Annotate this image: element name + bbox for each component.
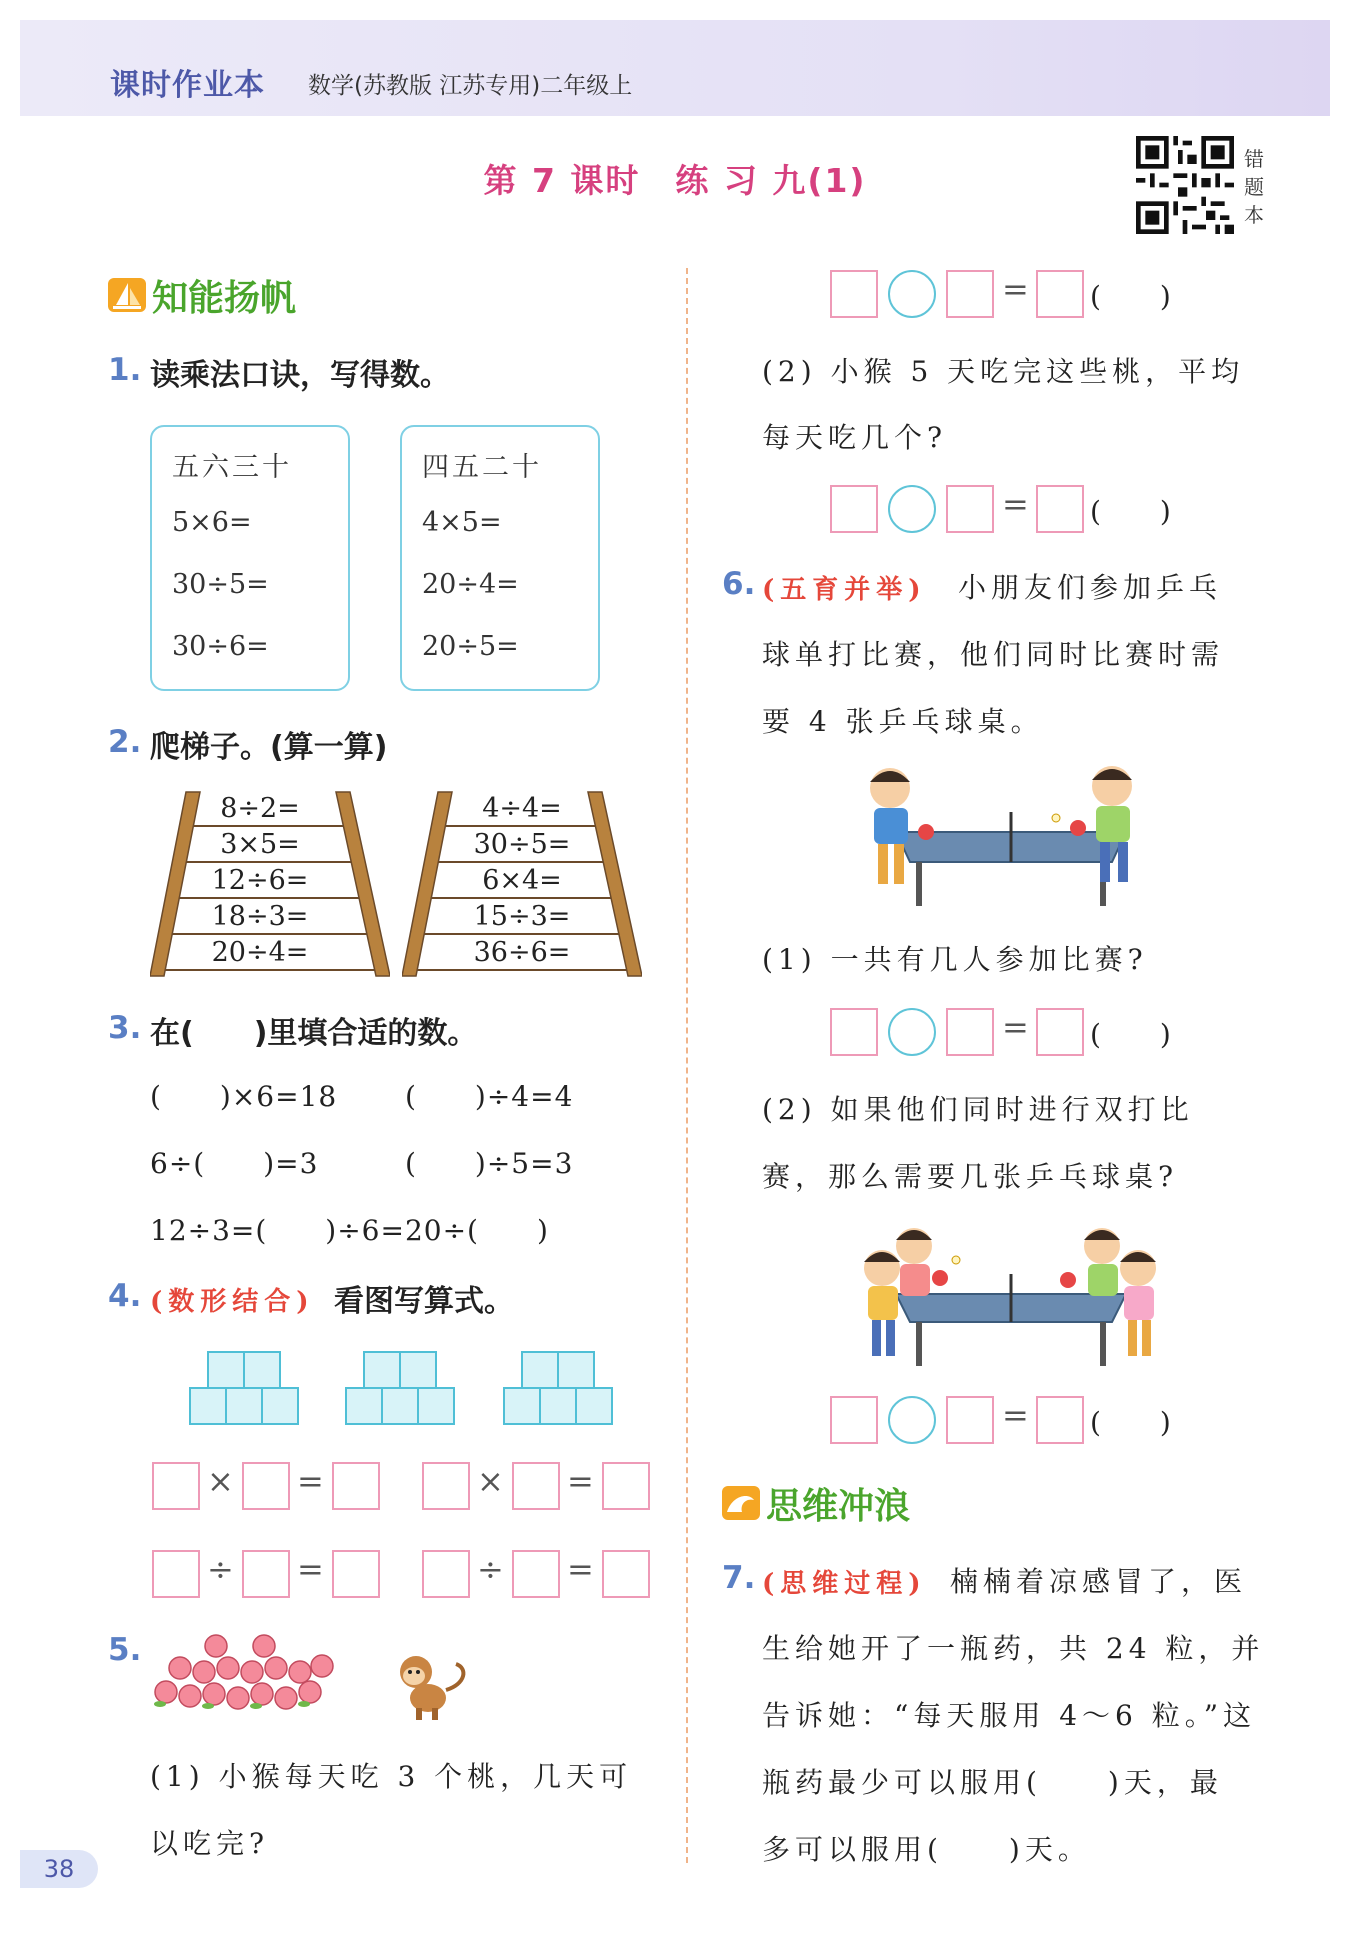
- equals-sign: =: [567, 1462, 594, 1500]
- answer-box[interactable]: [512, 1462, 560, 1510]
- table-tennis-doubles-illustration: [856, 1222, 1172, 1372]
- answer-box[interactable]: [946, 1396, 994, 1444]
- unit-blank[interactable]: ( ): [1090, 1018, 1172, 1051]
- equals-sign: =: [1002, 1396, 1029, 1434]
- answer-box[interactable]: [830, 1396, 878, 1444]
- q1-number: 1.: [108, 352, 142, 388]
- card-line[interactable]: 30÷5=: [172, 569, 269, 600]
- q3-prompt: 在( )里填合适的数。: [150, 1016, 478, 1051]
- operator-circle[interactable]: [888, 1396, 936, 1444]
- ladder-1-step[interactable]: 20÷4=: [211, 937, 309, 968]
- times-sign: ×: [477, 1462, 504, 1500]
- q5-part2-line1: (2) 小猴 5 天吃完这些桃，平均: [762, 355, 1245, 388]
- operator-circle[interactable]: [888, 485, 936, 533]
- equals-sign: =: [1002, 485, 1029, 523]
- answer-box[interactable]: [830, 270, 878, 318]
- ladder-2-step[interactable]: 6×4=: [482, 865, 562, 896]
- answer-box[interactable]: [152, 1550, 200, 1598]
- answer-box[interactable]: [512, 1550, 560, 1598]
- q3-blank[interactable]: ( )÷5=3: [405, 1147, 574, 1180]
- answer-box[interactable]: [946, 1008, 994, 1056]
- q7-line5[interactable]: 多可以服用( )天。: [762, 1833, 1091, 1866]
- operator-circle[interactable]: [888, 1008, 936, 1056]
- ladder-1-step[interactable]: 3×5=: [220, 829, 300, 860]
- q4-prompt: 看图写算式。: [334, 1284, 514, 1319]
- q3-blank[interactable]: 6÷( )=3: [150, 1147, 319, 1180]
- q4-number: 4.: [108, 1278, 142, 1314]
- section-icon-wave: [722, 1486, 760, 1524]
- cube-stack-3: [502, 1348, 618, 1428]
- answer-box[interactable]: [422, 1550, 470, 1598]
- q6-tag: (五育并举): [762, 575, 927, 605]
- ladder-2-step[interactable]: 30÷5=: [473, 829, 571, 860]
- q6-text-line3: 要 4 张乒乓球桌。: [762, 705, 1044, 738]
- answer-box[interactable]: [946, 270, 994, 318]
- monkey-illustration: [390, 1650, 470, 1722]
- unit-blank[interactable]: ( ): [1090, 1406, 1172, 1439]
- q7-line1: 楠楠着凉感冒了，医: [950, 1565, 1248, 1598]
- q6-text-line1: 小朋友们参加乒乓: [958, 571, 1223, 604]
- ladder-2-step[interactable]: 15÷3=: [473, 901, 571, 932]
- multiplication-card-1: [150, 425, 350, 691]
- q3-blank[interactable]: ( )÷4=4: [405, 1080, 574, 1113]
- section-title-2: 思维冲浪: [766, 1486, 911, 1527]
- unit-blank[interactable]: ( ): [1090, 280, 1172, 313]
- q6-number: 6.: [722, 566, 756, 602]
- answer-box[interactable]: [242, 1462, 290, 1510]
- answer-box[interactable]: [1036, 270, 1084, 318]
- answer-box[interactable]: [1036, 1396, 1084, 1444]
- wrong-question-book-label: 错题本: [1244, 147, 1264, 227]
- q5-number: 5.: [108, 1632, 142, 1668]
- card-line[interactable]: 20÷4=: [422, 569, 519, 600]
- equals-sign: =: [297, 1462, 324, 1500]
- ladder-1-step[interactable]: 8÷2=: [220, 793, 300, 824]
- section-title-1: 知能扬帆: [152, 278, 297, 319]
- card-line[interactable]: 4×5=: [422, 507, 502, 538]
- answer-box[interactable]: [830, 1008, 878, 1056]
- column-divider: [686, 268, 688, 1863]
- ladder-2-step[interactable]: 4÷4=: [482, 793, 562, 824]
- unit-blank[interactable]: ( ): [1090, 495, 1172, 528]
- equals-sign: =: [1002, 1008, 1029, 1046]
- equals-sign: =: [1002, 270, 1029, 308]
- ladder-1-step[interactable]: 18÷3=: [211, 901, 309, 932]
- answer-box[interactable]: [152, 1462, 200, 1510]
- card-line[interactable]: 20÷5=: [422, 631, 519, 662]
- answer-box[interactable]: [602, 1462, 650, 1510]
- answer-box[interactable]: [332, 1550, 380, 1598]
- q6-part1: (1) 一共有几人参加比赛?: [762, 943, 1148, 976]
- q7-tag: (思维过程): [762, 1569, 927, 1599]
- answer-box[interactable]: [242, 1550, 290, 1598]
- times-sign: ×: [207, 1462, 234, 1500]
- divide-sign: ÷: [477, 1550, 504, 1588]
- answer-box[interactable]: [332, 1462, 380, 1510]
- q7-line2: 生给她开了一瓶药，共 24 粒，并: [762, 1632, 1265, 1665]
- brand-title: 课时作业本: [110, 68, 265, 103]
- q3-number: 3.: [108, 1010, 142, 1046]
- q5-part1-line2: 以吃完?: [150, 1827, 270, 1860]
- answer-box[interactable]: [1036, 485, 1084, 533]
- q5-part2-line2: 每天吃几个?: [762, 421, 948, 454]
- q7-line3: 告诉她：“每天服用 4～6 粒。”这: [762, 1699, 1257, 1732]
- answer-box[interactable]: [422, 1462, 470, 1510]
- q6-part2-line2: 赛，那么需要几张乒乓球桌?: [762, 1160, 1179, 1193]
- ladder-2-step[interactable]: 36÷6=: [473, 937, 571, 968]
- q4-tag: (数形结合): [150, 1287, 315, 1317]
- page-number: 38: [20, 1850, 98, 1888]
- q3-blank[interactable]: ( )×6=18: [150, 1080, 338, 1113]
- cube-stack-1: [188, 1348, 304, 1428]
- q3-blank[interactable]: 12÷3=( )÷6=20÷( ): [150, 1214, 549, 1247]
- answer-box[interactable]: [602, 1550, 650, 1598]
- ladder-1-step[interactable]: 12÷6=: [211, 865, 309, 896]
- answer-box[interactable]: [946, 485, 994, 533]
- q6-text-line2: 球单打比赛，他们同时比赛时需: [762, 638, 1225, 671]
- q2-number: 2.: [108, 724, 142, 760]
- q7-number: 7.: [722, 1560, 756, 1596]
- subject-label: 数学(苏教版 江苏专用)二年级上: [308, 73, 633, 99]
- lesson-title: 第 7 课时 练 习 九(1): [483, 161, 867, 200]
- cube-stack-2: [344, 1348, 460, 1428]
- q2-prompt: 爬梯子。(算一算): [150, 730, 388, 765]
- operator-circle[interactable]: [888, 270, 936, 318]
- card-rhyme: 四五二十: [422, 452, 542, 483]
- multiplication-card-2: [400, 425, 600, 691]
- answer-box[interactable]: [830, 485, 878, 533]
- section-icon-sail: [108, 278, 146, 316]
- equals-sign: =: [567, 1550, 594, 1588]
- q7-line4[interactable]: 瓶药最少可以服用( )天，最: [762, 1766, 1223, 1799]
- equals-sign: =: [297, 1550, 324, 1588]
- peaches-illustration: [150, 1632, 350, 1718]
- card-line[interactable]: 30÷6=: [172, 631, 269, 662]
- card-line[interactable]: 5×6=: [172, 507, 252, 538]
- q6-part2-line1: (2) 如果他们同时进行双打比: [762, 1093, 1194, 1126]
- q1-prompt: 读乘法口诀，写得数。: [150, 358, 450, 393]
- answer-box[interactable]: [1036, 1008, 1084, 1056]
- qr-code-icon[interactable]: [1136, 136, 1234, 234]
- card-rhyme: 五六三十: [172, 452, 292, 483]
- table-tennis-singles-illustration: [856, 762, 1172, 912]
- divide-sign: ÷: [207, 1550, 234, 1588]
- q5-part1-line1: (1) 小猴每天吃 3 个桃，几天可: [150, 1760, 633, 1793]
